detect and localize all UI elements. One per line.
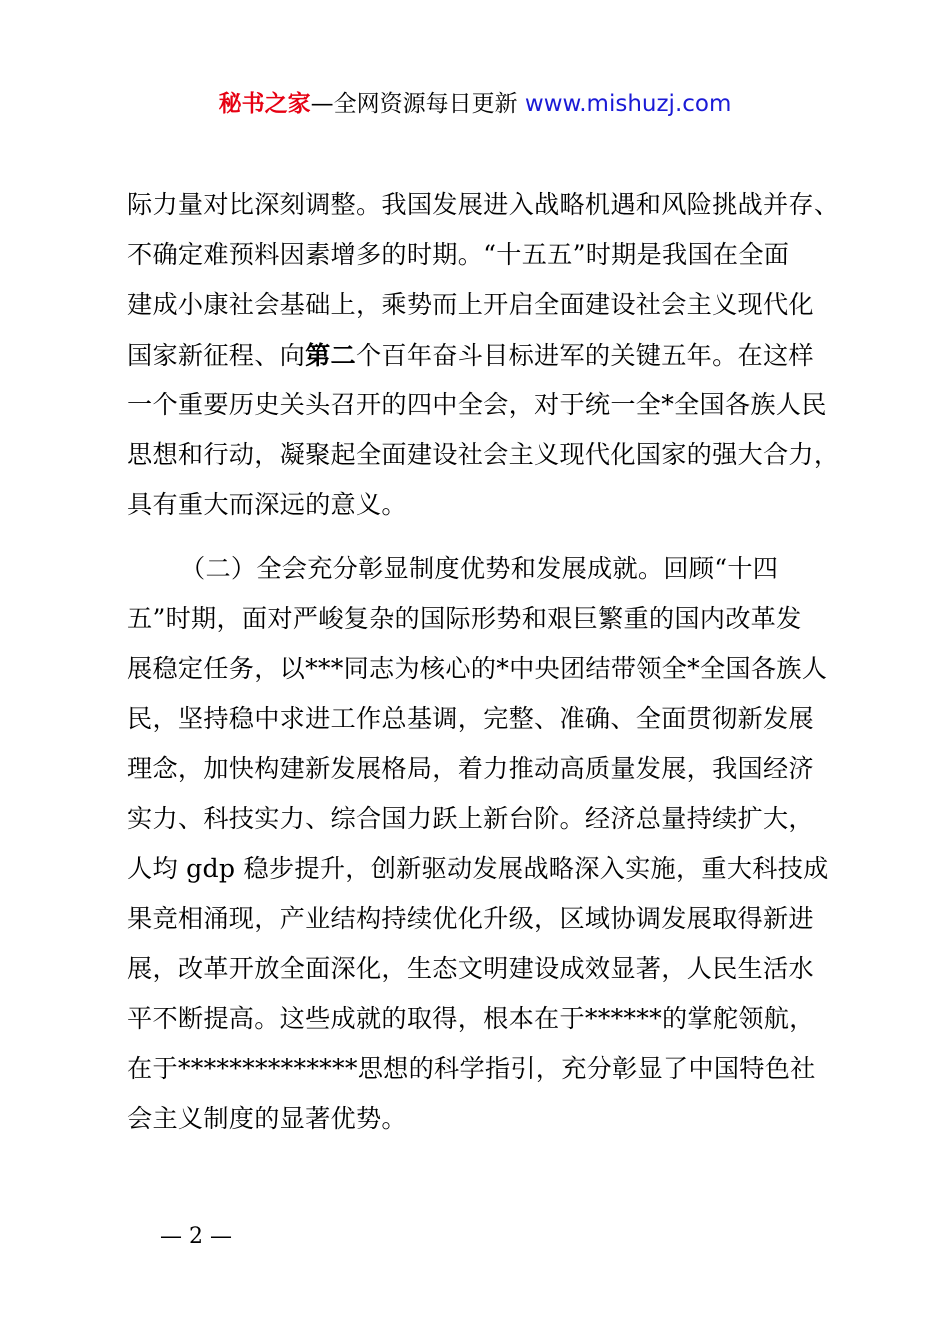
text-line: 展，改革开放全面深化，生态文明建设成效显著，人民生活水 [127,954,814,983]
text-line: 际力量对比深刻调整。我国发展进入战略机遇和风险挑战并存、 [127,190,840,219]
text-line: 一个重要历史关头召开的四中全会，对于统一全*全国各族人民 [127,390,827,419]
text-line: 理念，加快构建新发展格局，着力推动高质量发展，我国经济 [127,754,814,783]
brand-name: 秘书之家 [218,91,311,117]
text-segment: 个百年奋斗目标进军的关键五年。在这样 [355,341,814,370]
site-url-link[interactable]: www.mishuzj.com [524,91,732,117]
text-line: 展稳定任务，以***同志为核心的*中央团结带领全*全国各族人 [127,654,828,683]
text-segment: 国家新征程、向 [127,341,306,370]
text-line: 思想和行动，凝聚起全面建设社会主义现代化国家的强大合力， [127,440,840,469]
text-line: 平不断提高。这些成就的取得，根本在于******的掌舵领航， [127,1004,815,1033]
page-number: — 2 — [160,1224,232,1249]
text-line: 民，坚持稳中求进工作总基调，完整、准确、全面贯彻新发展 [127,704,814,733]
page-header [0,88,950,120]
paragraph-1 [127,180,840,530]
text-line: （二）全会充分彰显制度优势和发展成就。回顾“十四 [180,554,779,583]
bold-emphasis: 第二 [305,340,356,370]
text-line: 会主义制度的显著优势。 [127,1104,407,1133]
text-line: 建成小康社会基础上，乘势而上开启全面建设社会主义现代化 [127,290,814,319]
text-line: 果竞相涌现，产业结构持续优化升级，区域协调发展取得新进 [127,904,814,933]
text-line: 在于**************思想的科学指引，充分彰显了中国特色社 [127,1054,816,1083]
text-line: 实力、科技实力、综合国力跃上新台阶。经济总量持续扩大， [127,804,814,833]
text-line: 不确定难预料因素增多的时期。“十五五”时期是我国在全面 [127,240,790,269]
text-line: 具有重大而深远的意义。 [127,490,407,519]
text-line: 人均 gdp 稳步提升，创新驱动发展战略深入实施，重大科技成 [127,854,829,883]
paragraph-2 [127,544,837,1144]
text-line: 五”时期，面对严峻复杂的国际形势和艰巨繁重的国内改革发 [127,604,802,633]
header-tagline: —全网资源每日更新 [310,91,525,117]
text-line [127,330,837,380]
